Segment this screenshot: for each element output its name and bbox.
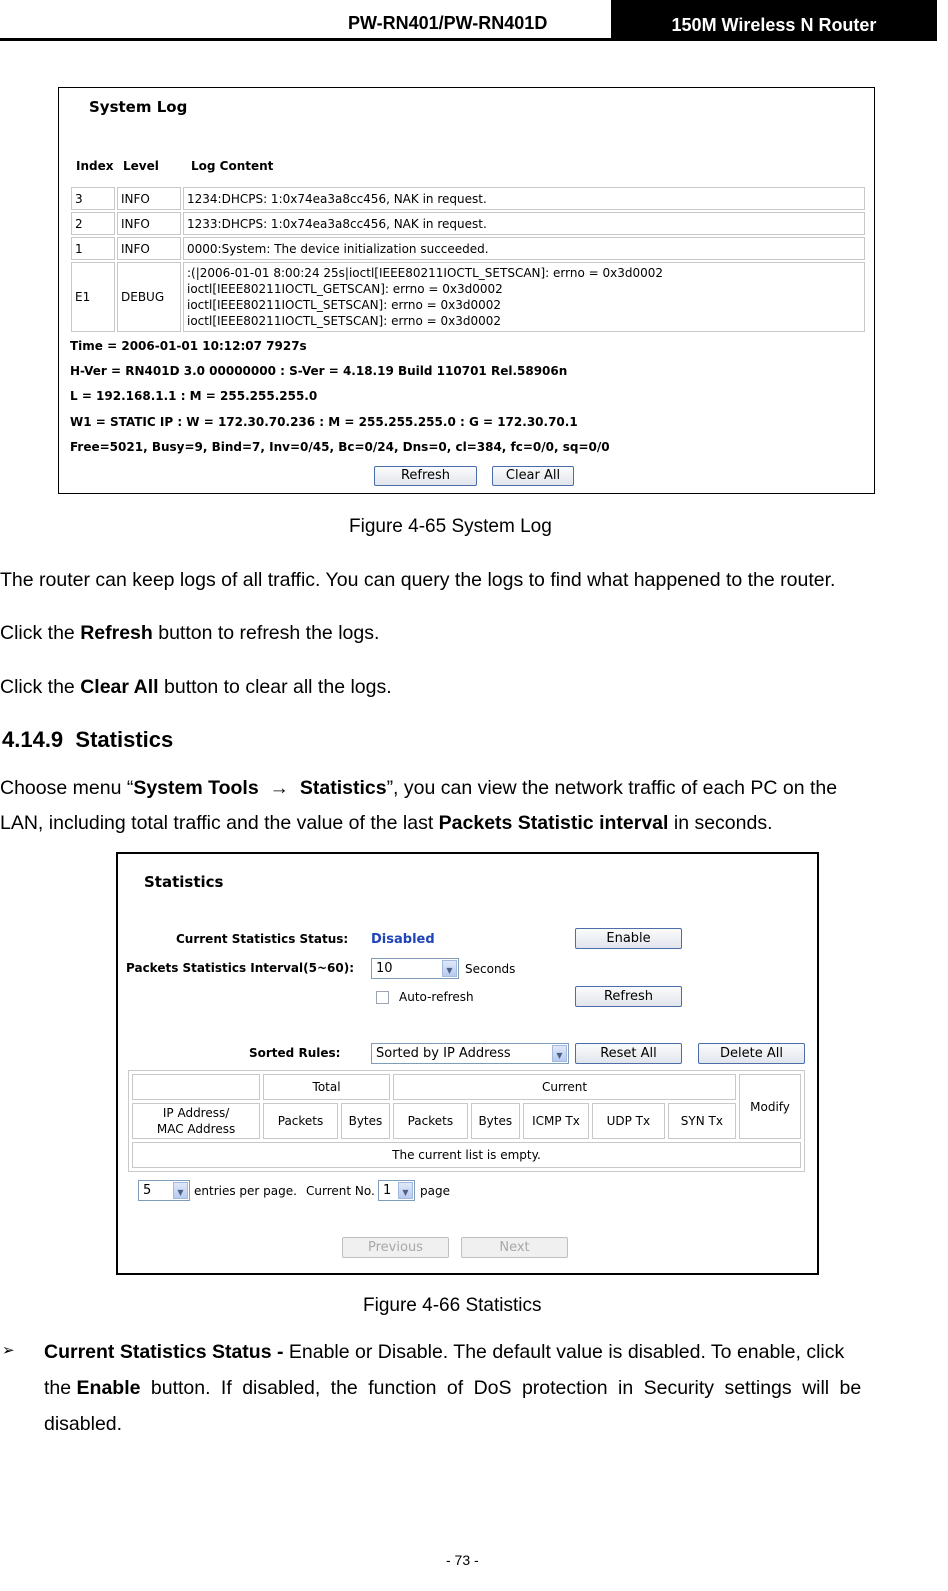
section-heading: 4.14.9 Statistics bbox=[2, 727, 174, 752]
chevron-down-icon[interactable]: ▼ bbox=[552, 1045, 567, 1062]
log-table bbox=[69, 185, 867, 334]
previous-button[interactable]: Previous bbox=[342, 1237, 449, 1258]
th-current-bytes: Bytes bbox=[471, 1103, 520, 1139]
th-total-bytes: Bytes bbox=[341, 1103, 390, 1139]
interval-select[interactable]: 10 ▼ bbox=[371, 958, 459, 979]
status-label: Current Statistics Status: bbox=[176, 932, 349, 946]
th-current: Current bbox=[393, 1074, 736, 1100]
th-total: Total bbox=[263, 1074, 390, 1100]
stats-refresh-button[interactable]: Refresh bbox=[575, 986, 682, 1007]
empty-list-message: The current list is empty. bbox=[132, 1142, 801, 1168]
page-select[interactable]: 1 ▼ bbox=[378, 1180, 415, 1201]
bullet-arrow-icon: ➢ bbox=[2, 1341, 15, 1359]
next-button[interactable]: Next bbox=[461, 1237, 568, 1258]
info-wan: W1 = STATIC IP : W = 172.30.70.236 : M = 255.255.255.0 : G = 172.30.70.1 bbox=[70, 415, 578, 429]
table-header-row bbox=[132, 1074, 801, 1100]
entries-per-page-select[interactable]: 5 ▼ bbox=[138, 1180, 190, 1201]
info-stats: Free=5021, Busy=9, Bind=7, Inv=0/45, Bc=0/24, Dns=0, cl=384, fc=0/0, sq=0/0 bbox=[70, 440, 610, 454]
col-level: Level bbox=[123, 159, 159, 173]
arrow-icon: → bbox=[269, 777, 290, 799]
th-current-packets: Packets bbox=[393, 1103, 468, 1139]
th-ip-mac: IP Address/ MAC Address bbox=[132, 1103, 260, 1139]
log-content: 0000:System: The device initialization succeeded. bbox=[183, 237, 865, 260]
header-rule bbox=[0, 38, 937, 41]
log-level: INFO bbox=[117, 212, 181, 235]
seconds-label: Seconds bbox=[465, 962, 516, 976]
log-index: E1 bbox=[71, 262, 115, 332]
figure-caption: Figure 4-66 Statistics bbox=[363, 1295, 542, 1316]
current-no-label: Current No. bbox=[306, 1184, 375, 1198]
bullet-text: Current Statistics Status - Enable or Disable. The default value is disabled. To enable, click the Enable button. If disabled, the function of DoS protection in Security settings will be disabled. bbox=[44, 1341, 862, 1435]
chevron-down-icon[interactable]: ▼ bbox=[442, 960, 457, 977]
log-line: ioctl[IEEE80211IOCTL_SETSCAN]: errno = 0x3d0002 bbox=[187, 314, 502, 328]
paragraph: The router can keep logs of all traffic. You can query the logs to find what happened to the router. bbox=[0, 569, 836, 591]
system-log-title: System Log bbox=[89, 98, 188, 116]
product-name: 150M Wireless N Router bbox=[611, 0, 937, 40]
log-content bbox=[183, 262, 865, 332]
info-time: Time = 2006-01-01 10:12:07 7927s bbox=[70, 339, 307, 353]
th-modify: Modify bbox=[739, 1074, 801, 1139]
system-log-screenshot bbox=[58, 87, 875, 494]
clear-all-button[interactable]: Clear All bbox=[492, 466, 574, 486]
auto-refresh-label: Auto-refresh bbox=[399, 990, 474, 1004]
page-number: - 73 - bbox=[446, 1552, 479, 1568]
paragraph: LAN, including total traffic and the value of the last Packets Statistic interval in seconds. bbox=[0, 812, 773, 834]
delete-all-button[interactable]: Delete All bbox=[698, 1043, 805, 1064]
col-log-content: Log Content bbox=[191, 159, 274, 173]
col-index: Index bbox=[76, 159, 114, 173]
th-total-packets: Packets bbox=[263, 1103, 338, 1139]
interval-label: Packets Statistics Interval(5~60): bbox=[126, 961, 354, 975]
log-level: INFO bbox=[117, 187, 181, 210]
th-syn-tx: SYN Tx bbox=[668, 1103, 736, 1139]
auto-refresh-checkbox[interactable] bbox=[376, 991, 389, 1004]
chevron-down-icon[interactable]: ▼ bbox=[173, 1182, 188, 1199]
log-content: 1233:DHCPS: 1:0x74ea3a8cc456, NAK in request. bbox=[183, 212, 865, 235]
log-content: 1234:DHCPS: 1:0x74ea3a8cc456, NAK in request. bbox=[183, 187, 865, 210]
sorted-rules-label: Sorted Rules: bbox=[249, 1046, 341, 1060]
info-lan: L = 192.168.1.1 : M = 255.255.255.0 bbox=[70, 389, 318, 403]
log-level: INFO bbox=[117, 237, 181, 260]
log-index: 1 bbox=[71, 237, 115, 260]
statistics-title: Statistics bbox=[144, 873, 224, 891]
log-level: DEBUG bbox=[117, 262, 181, 332]
table-row bbox=[71, 187, 865, 210]
paragraph: Click the Refresh button to refresh the logs. bbox=[0, 622, 380, 644]
th-udp-tx: UDP Tx bbox=[592, 1103, 665, 1139]
table-row bbox=[71, 237, 865, 260]
log-line: ioctl[IEEE80211IOCTL_GETSCAN]: errno = 0x3d0002 bbox=[187, 282, 503, 296]
enable-button[interactable]: Enable bbox=[575, 928, 682, 949]
refresh-button[interactable]: Refresh bbox=[374, 466, 477, 486]
model-name: PW-RN401/PW-RN401D bbox=[348, 13, 548, 33]
log-index: 2 bbox=[71, 212, 115, 235]
table-row bbox=[132, 1142, 801, 1168]
table-row bbox=[71, 212, 865, 235]
statistics-table bbox=[128, 1070, 805, 1172]
paragraph: Choose menu “System Tools → Statistics”, you can view the network traffic of each PC on the bbox=[0, 777, 838, 799]
log-index: 3 bbox=[71, 187, 115, 210]
page-header bbox=[0, 0, 948, 40]
chevron-down-icon[interactable]: ▼ bbox=[398, 1182, 413, 1199]
figure-caption: Figure 4-65 System Log bbox=[349, 516, 552, 537]
page-label: page bbox=[420, 1184, 450, 1198]
th-icmp-tx: ICMP Tx bbox=[523, 1103, 589, 1139]
info-version: H-Ver = RN401D 3.0 00000000 : S-Ver = 4.18.19 Build 110701 Rel.58906n bbox=[70, 364, 568, 378]
table-row bbox=[71, 262, 865, 332]
statistics-screenshot bbox=[116, 852, 819, 1275]
table-header-row bbox=[132, 1103, 801, 1139]
sorted-rules-select[interactable]: Sorted by IP Address ▼ bbox=[371, 1043, 569, 1064]
log-line: ioctl[IEEE80211IOCTL_SETSCAN]: errno = 0x3d0002 bbox=[187, 298, 502, 312]
log-line: :(|2006-01-01 8:00:24 25s|ioctl[IEEE80211IOCTL_SETSCAN]: errno = 0x3d0002 bbox=[187, 266, 664, 280]
empty-header-cell bbox=[132, 1074, 260, 1100]
paragraph: Click the Clear All button to clear all the logs. bbox=[0, 676, 392, 698]
entries-per-page-label: entries per page. bbox=[194, 1184, 297, 1198]
reset-all-button[interactable]: Reset All bbox=[575, 1043, 682, 1064]
status-value: Disabled bbox=[371, 932, 435, 947]
